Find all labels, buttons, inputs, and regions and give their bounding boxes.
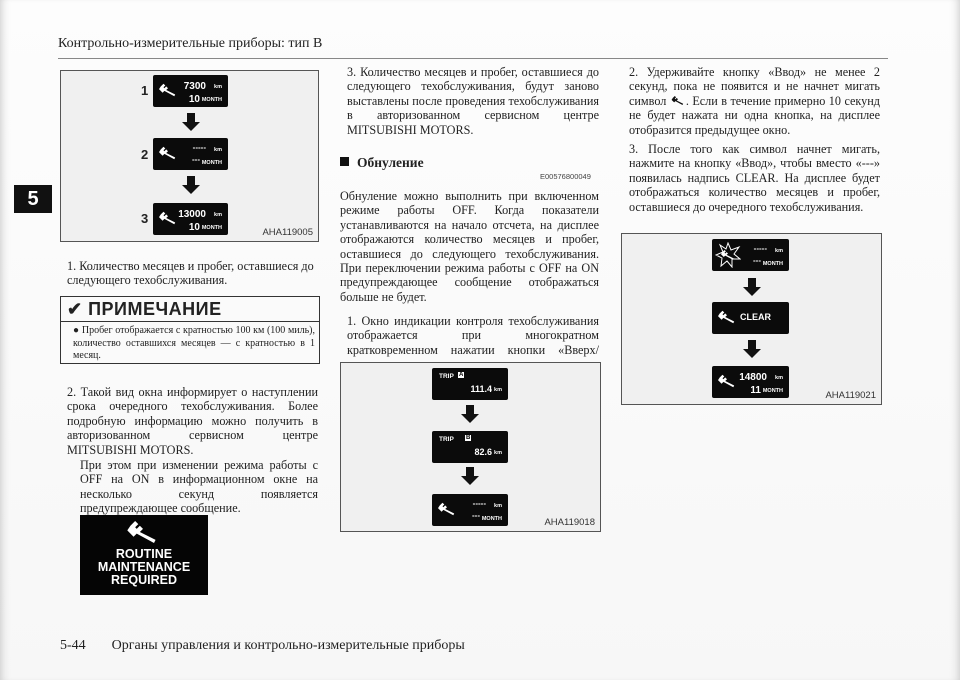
trip-a-value: 111.4: [470, 384, 492, 394]
note-box: [60, 296, 320, 364]
mileage-unit: km: [214, 212, 222, 218]
months-value: ---: [472, 511, 480, 520]
item-3-text: 3. Количество месяцев и пробег, оставшиеся до следующего техобслуживания, будут заново выставлены после проведения техобслуживания в авторизованном сервисном центре MITSUBISHI MOTORS.: [347, 65, 599, 137]
months-value: 10: [188, 222, 200, 233]
clear-display: [712, 302, 789, 334]
flashing-service-display: [712, 239, 789, 271]
months-unit: MONTH: [201, 225, 222, 231]
months-unit: MONTH: [762, 261, 783, 267]
trip-b-value: 82.6: [474, 447, 492, 457]
mileage-value: 7300: [183, 81, 206, 92]
page-footer: [60, 638, 491, 654]
mileage-value: 13000: [178, 209, 206, 220]
mileage-value: -----: [192, 143, 206, 152]
trip-label: TRIP: [439, 436, 454, 443]
warning-text: ROUTINE MAINTENANCE REQUIRED: [97, 547, 191, 587]
figure-code: AHA119021: [825, 390, 876, 401]
trip-a-display: [432, 368, 508, 400]
reset-item-2-text: 2. Удерживайте кнопку «Ввод» не менее 2 секунд, пока не появится и не начнет мигать символ: [629, 65, 880, 108]
note-body: Пробег отображается с кратностью 100 км (100 миль), количество оставшихся месяцев — с кратностью в 1 месяц.: [73, 325, 316, 361]
reset-item-2b-text: . Если в течение примерно 10 секунд не будет нажата ни одна кнопка, на дисплее отобразится предыдущее окно.: [629, 93, 880, 137]
header-rule: [58, 58, 888, 59]
months-unit: MONTH: [201, 97, 222, 103]
note-check-icon: ✔: [67, 299, 83, 319]
wrench-icon: [718, 310, 736, 324]
step-number: 1: [141, 83, 149, 98]
item-1-text: 1. Количество месяцев и пробег, оставшиеся до следующего техобслуживания.: [67, 259, 314, 288]
mileage-value: 14800: [739, 372, 767, 383]
trip-label: TRIP: [439, 373, 454, 380]
mileage-unit: km: [494, 503, 502, 509]
display-panel: [153, 138, 228, 170]
section-title: Обнуление: [357, 155, 424, 170]
section-tab: 5: [14, 185, 52, 213]
months-unit: MONTH: [201, 160, 222, 166]
trip-unit: km: [494, 450, 502, 456]
section-heading: [340, 155, 424, 171]
wrench-icon: [125, 521, 161, 543]
mileage-unit: km: [775, 248, 783, 254]
note-divider: [61, 321, 319, 322]
wrench-icon: [159, 146, 177, 160]
reset-item-1: 1. Окно индикации контроля техобслуживания отображается при многократном кратковременном нажатии кнопки «Вверх/: [347, 314, 599, 357]
mileage-value: -----: [753, 244, 767, 253]
service-display: [432, 494, 508, 526]
mileage-unit: km: [214, 147, 222, 153]
display-panel: [153, 203, 228, 235]
note-title: [67, 299, 222, 320]
clear-label: CLEAR: [740, 312, 771, 322]
months-unit: MONTH: [481, 516, 502, 522]
months-value: ---: [192, 155, 200, 164]
reset-item-2: [629, 65, 880, 137]
maintenance-warning-display: [80, 515, 208, 595]
reset-item-3: 3. После того как символ начнет мигать, нажмите на кнопку «Ввод», чтобы вместо «---» появилась надпись CLEAR. На дисплее будет отображаться количество месяцев и пробег, оставшиеся до очередного техобслуживания.: [629, 142, 880, 214]
trip-b-letter: B: [466, 435, 471, 441]
display-panel: [153, 75, 228, 107]
mileage-value: -----: [472, 499, 486, 508]
figure-clear-display: [621, 233, 882, 405]
figure-code: AHA119018: [544, 517, 595, 528]
reset-result-display: [712, 366, 789, 398]
months-value: ---: [753, 256, 761, 265]
trip-a-letter: A: [459, 372, 464, 378]
step-number: 2: [141, 147, 149, 162]
note-title-text: ПРИМЕЧАНИЕ: [88, 299, 222, 319]
trip-unit: km: [494, 387, 502, 393]
item-2b-text: При этом при изменении режима работы с OFF на ON в информационном окне на несколько секунд появляется предупреждающее сообщение.: [80, 458, 318, 516]
note-text: [73, 325, 315, 363]
chapter-title: Органы управления и контрольно-измерительные приборы: [111, 638, 465, 653]
figure-service-display: [60, 70, 319, 242]
figure-trip-display: [340, 362, 601, 532]
months-unit: MONTH: [762, 388, 783, 394]
figure-code: AHA119005: [262, 227, 313, 238]
square-bullet-icon: [340, 157, 349, 166]
trip-b-display: [432, 431, 508, 463]
wrench-icon: [159, 83, 177, 97]
wrench-icon: [718, 374, 736, 388]
wrench-icon: [159, 211, 177, 225]
wrench-icon: [438, 502, 456, 516]
item-2-text: 2. Такой вид окна информирует о наступлении срока очередного техобслуживания. Более подробную информацию можно получить в авторизованном сервисном центре MITSUBISHI MOTORS.: [67, 385, 318, 457]
flashing-wrench-icon: [715, 242, 741, 268]
page-number: 5-44: [60, 638, 86, 653]
page-header: Контрольно-измерительные приборы: тип B: [58, 36, 323, 51]
mileage-unit: km: [775, 375, 783, 381]
months-value: 10: [188, 94, 200, 105]
reset-paragraph: Обнуление можно выполнить при включенном режиме работы OFF. Когда показатели устанавливаются на начало отсчета, на дисплее отображаются количество месяцев и пробег, оставшиеся до следующего техобслуживания. При переключении режима работы с OFF на ON предупреждающее сообщение отображаться больше не будет.: [340, 189, 599, 304]
wrench-icon: [670, 96, 686, 105]
months-value: 11: [750, 385, 761, 396]
bullet-icon: ●: [73, 325, 80, 336]
step-number: 3: [141, 211, 149, 226]
section-code: E00576800049: [540, 172, 591, 181]
mileage-unit: km: [214, 84, 222, 90]
